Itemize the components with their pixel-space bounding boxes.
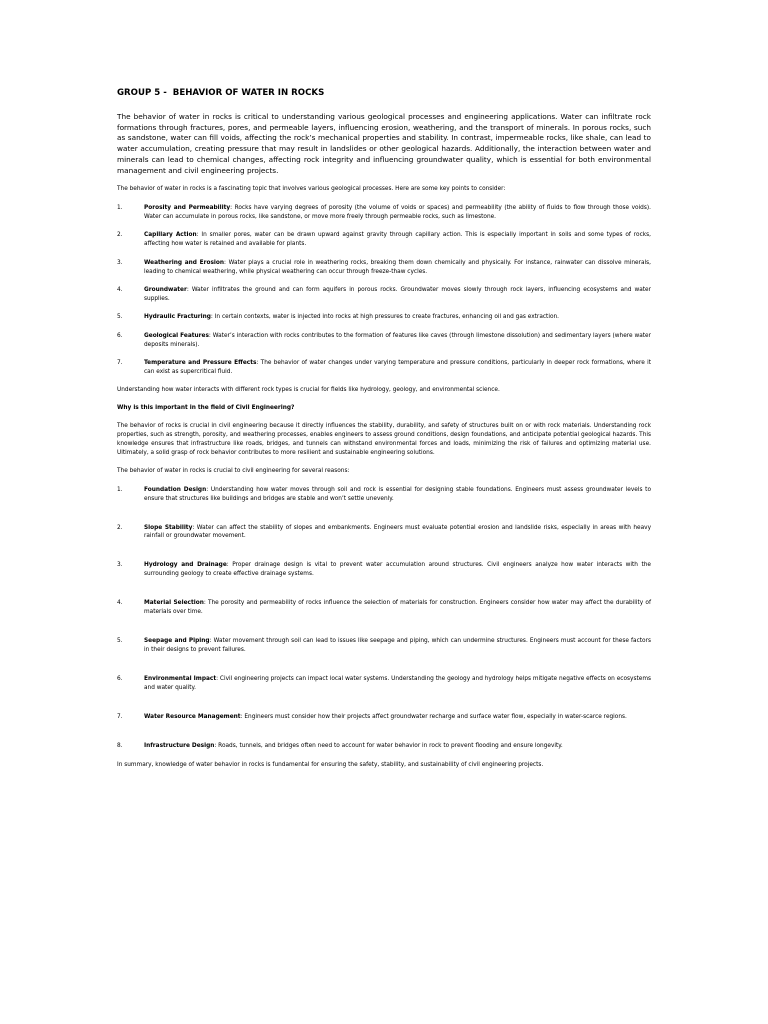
reasons-list — [117, 486, 651, 751]
list-item — [117, 204, 651, 222]
list-item-body — [144, 637, 651, 655]
list-item-body — [144, 561, 651, 579]
list-item-number: 5. — [117, 638, 123, 644]
list-item-title: Infrastructure Design — [144, 742, 215, 749]
list-item-text: : Engineers must consider how their projects affect groundwater recharge and surface water flow, especially in water-scarce regions. — [240, 713, 627, 720]
key-points-list — [117, 204, 651, 377]
list-item — [117, 486, 651, 504]
list-item-title: Slope Stability — [144, 524, 193, 531]
reasons-intro: The behavior of water in rocks is crucial to civil engineering for several reasons: — [117, 467, 350, 474]
list-item — [117, 286, 651, 304]
list-item — [117, 231, 651, 249]
list-item-body — [144, 286, 651, 304]
list-item-title: Environmental Impact — [144, 675, 217, 682]
list-item-number: 2. — [117, 232, 123, 239]
list-item-text: : Water can affect the stability of slopes and embankments. Engineers must evaluate potential erosion and landslide risks, especially in areas with heavy rainfall or groundwater movement. — [144, 524, 652, 540]
list-item-title: Temperature and Pressure Effects — [144, 360, 257, 367]
list-item — [117, 359, 651, 377]
list-item-title: Seepage and Piping — [144, 638, 210, 644]
section-question: Why is this important in the field of Civil Engineering? — [117, 405, 295, 412]
list-item-number: 4. — [117, 600, 123, 607]
list-item-body — [144, 313, 651, 322]
key-points-intro: The behavior of water in rocks is a fascinating topic that involves various geological processes. Here are some key points to consider: — [117, 186, 506, 193]
list-item-text: : Rocks have varying degrees of porosity (the volume of voids or spaces) and permeability (the ability of fluids to flow through those voids). Water can accumulate in porous rocks, like sandstone, or move more freely through permeable rocks, such as limestone. — [144, 205, 651, 221]
list-item-text: : Water infiltrates the ground and can form aquifers in porous rocks. Groundwater moves slowly through rock layers, influencing ecosystems and water supplies. — [144, 287, 651, 302]
summary-paragraph: In summary, knowledge of water behavior in rocks is fundamental for ensuring the safety, stability, and sustainability of civil engineering projects. — [117, 762, 544, 769]
list-item-title: Hydrology and Drainage — [144, 562, 227, 569]
list-item-title: Material Selection — [144, 600, 204, 607]
intro-paragraph: The behavior of water in rocks is critical to understanding various geological processes and engineering applications. Water can infiltrate rock formations through fractures, pores, and permeable layers, influencing erosion, weathering, and the transport of minerals. In porous rocks, such as sandstone, water can fill voids, affecting the rock’s mechanical properties and stability. In contrast, impermeable rocks, like shale, can lead to water accumulation, creating pressure that may result in landslides or other geological hazards. Additionally, the interaction between water and minerals can lead to chemical changes, affecting rock integrity and influencing groundwater quality, which is essential for both environmental management and civil engineering projects. — [117, 112, 651, 175]
list-item-text: : Water movement through soil can lead to issues like seepage and piping, which can undermine structures. Engineers must account for these factors in their designs to prevent failures. — [144, 638, 652, 653]
list-item-body — [144, 675, 651, 693]
list-item-title: Hydraulic Fracturing — [144, 314, 211, 321]
list-item-title: Foundation Design — [144, 486, 207, 493]
list-item-body — [144, 486, 651, 504]
list-item-title: Porosity and Permeability — [144, 205, 231, 212]
list-item-number: 1. — [117, 205, 123, 212]
understanding-paragraph: Understanding how water interacts with different rock types is crucial for fields like hydrology, geology, and environmental science. — [117, 387, 500, 394]
list-item-title: Groundwater — [144, 287, 187, 294]
list-item — [117, 561, 651, 579]
list-item — [117, 599, 651, 617]
list-item-body — [144, 524, 651, 542]
list-item — [117, 313, 651, 322]
list-item-text: : In certain contexts, water is injected into rocks at high pressures to create fractures, enhancing oil and gas extraction. — [210, 314, 560, 321]
list-item-number: 1. — [117, 486, 123, 493]
list-item-number: 7. — [117, 713, 123, 720]
list-item — [117, 713, 651, 722]
list-item-text: : Understanding how water moves through soil and rock is essential for designing stable foundations. Engineers must assess groundwater levels to ensure that structures like buildings and bridges are stable and won’t settle unevenly. — [144, 486, 651, 502]
list-item-text: : Roads, tunnels, and bridges often need to account for water behavior in rock to prevent flooding and ensure longevity. — [214, 742, 563, 749]
list-item-text: : In smaller pores, water can be drawn upward against gravity through capillary action. This is especially important in soils and some types of rocks, affecting how water is retained and available for plants. — [144, 232, 651, 248]
list-item-number: 7. — [117, 360, 123, 367]
list-item-body — [144, 231, 651, 249]
list-item-text: : Civil engineering projects can impact local water systems. Understanding the geology and hydrology helps mitigate negative effects on ecosystems and water quality. — [144, 675, 651, 691]
list-item-title: Capillary Action — [144, 232, 197, 239]
list-item — [117, 259, 651, 277]
list-item-text: : Water’s interaction with rocks contributes to the formation of features like caves (through limestone dissolution) and sedimentary layers (where water deposits minerals). — [144, 332, 652, 348]
list-item-number: 6. — [117, 332, 123, 339]
list-item-title: Water Resource Management — [144, 713, 241, 720]
list-item-body — [144, 599, 651, 617]
list-item-text: : Water plays a crucial role in weathering rocks, breaking them down chemically and physically. For instance, rainwater can dissolve minerals, leading to chemical weathering, while physical weathering can occur through freeze-thaw cycles. — [144, 259, 652, 275]
list-item-title: Geological Features — [144, 332, 209, 339]
list-item-body — [144, 713, 651, 722]
list-item-body — [144, 359, 651, 377]
list-item-text: : Proper drainage design is vital to prevent water accumulation around structures. Civil engineers analyze how water interacts with the surrounding geology to create effective drainage systems. — [144, 562, 651, 578]
list-item-number: 8. — [117, 742, 123, 749]
list-item-number: 5. — [117, 314, 123, 321]
list-item-text: : The porosity and permeability of rocks influence the selection of materials for construction. Engineers consider how water may affect the durability of materials over time. — [144, 600, 651, 616]
list-item — [117, 524, 651, 542]
list-item-text: : The behavior of water changes under varying temperature and pressure conditions, particularly in deeper rock formations, where it can exist as supercritical fluid. — [144, 360, 651, 375]
list-item — [117, 637, 651, 655]
list-item — [117, 742, 651, 751]
list-item — [117, 332, 651, 350]
list-item-body — [144, 332, 651, 350]
list-item-number: 3. — [117, 562, 123, 569]
list-item-title: Weathering and Erosion — [144, 259, 225, 266]
document-title: GROUP 5 - BEHAVIOR OF WATER IN ROCKS — [117, 88, 325, 98]
list-item — [117, 675, 651, 693]
list-item-body — [144, 742, 651, 751]
list-item-body — [144, 204, 651, 222]
list-item-number: 3. — [117, 259, 123, 266]
list-item-number: 4. — [117, 287, 123, 294]
list-item-body — [144, 259, 651, 277]
list-item-number: 6. — [117, 675, 123, 682]
civil-engineering-paragraph: The behavior of rocks is crucial in civil engineering because it directly influences the stability, durability, and safety of structures built on or with rock materials. Understanding rock properties, such as strength, porosity, and weathering processes, enables engineers to assess ground conditions, design foundations, and anticipate potential geological hazards. This knowledge ensures that infrastructure like roads, bridges, and tunnels can withstand environmental forces and loads, minimizing the risk of failures and optimizing material use. Ultimately, a solid grasp of rock behavior contributes to more resilient and sustainable engineering solutions. — [117, 423, 651, 456]
list-item-number: 2. — [117, 524, 123, 531]
